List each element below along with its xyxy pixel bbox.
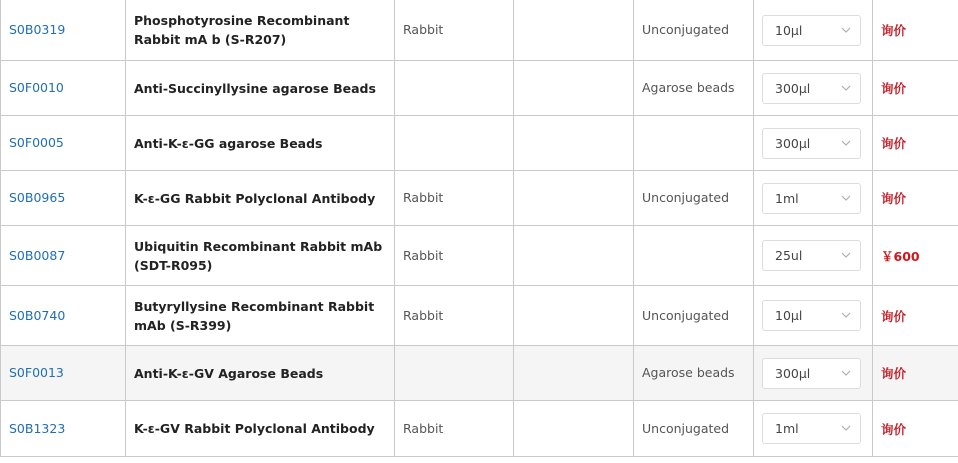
- host-cell: Rabbit: [403, 22, 444, 37]
- product-code-link[interactable]: S0B0740: [9, 307, 66, 323]
- inquiry-price-link[interactable]: 询价: [881, 23, 907, 38]
- size-select[interactable]: [762, 128, 861, 159]
- conjugation-cell: Unconjugated: [642, 22, 730, 37]
- inquiry-price-link[interactable]: 询价: [881, 308, 907, 324]
- product-name: Ubiquitin Recombinant Rabbit mAb (SDT-R095): [134, 238, 383, 273]
- size-select[interactable]: [762, 73, 861, 104]
- product-name: Anti-Succinyllysine agarose Beads: [134, 80, 376, 96]
- chevron-down-icon: [841, 83, 851, 93]
- price-value: ￥600: [881, 248, 920, 264]
- product-name: Butyryllysine Recombinant Rabbit mAb (S-R399): [134, 298, 375, 333]
- size-select[interactable]: [762, 15, 861, 46]
- table-row: [1, 346, 958, 401]
- host-cell: Rabbit: [403, 190, 444, 205]
- product-code-link[interactable]: S0B0965: [9, 190, 66, 205]
- product-code-link[interactable]: S0B0087: [9, 247, 66, 263]
- product-name: K-ε-GG Rabbit Polyclonal Antibody: [134, 190, 376, 206]
- inquiry-price-link[interactable]: 询价: [881, 191, 907, 206]
- size-select[interactable]: [762, 358, 861, 389]
- size-select-value: 1ml: [775, 190, 799, 206]
- inquiry-price-link[interactable]: 询价: [881, 421, 907, 437]
- chevron-down-icon: [841, 193, 851, 203]
- size-select-value: 10µl: [775, 22, 803, 38]
- product-code-link[interactable]: S0B0319: [9, 22, 66, 37]
- conjugation-cell: Unconjugated: [642, 190, 730, 205]
- inquiry-price-link[interactable]: 询价: [881, 366, 907, 381]
- size-select-value: 1ml: [775, 421, 799, 436]
- chevron-down-icon: [841, 138, 851, 148]
- conjugation-cell: Unconjugated: [642, 307, 730, 323]
- table-row: [1, 0, 958, 61]
- size-select-value: 300µl: [775, 135, 811, 151]
- table-row: [1, 171, 958, 226]
- host-cell: Rabbit: [403, 420, 444, 436]
- product-name: K-ε-GV Rabbit Polyclonal Antibody: [134, 421, 375, 436]
- product-code-link[interactable]: S0F0013: [9, 365, 64, 380]
- product-code-link[interactable]: S0F0005: [9, 135, 64, 150]
- table-row: [1, 401, 958, 457]
- chevron-down-icon: [841, 25, 851, 35]
- size-select-value: 300µl: [775, 365, 811, 381]
- conjugation-cell: Agarose beads: [642, 365, 735, 380]
- size-select-value: 300µl: [775, 80, 811, 96]
- size-select-value: 10µl: [775, 308, 803, 323]
- table-row: [1, 286, 958, 346]
- inquiry-price-link[interactable]: 询价: [881, 136, 907, 151]
- inquiry-price-link[interactable]: 询价: [881, 81, 907, 96]
- host-cell: Rabbit: [403, 247, 444, 263]
- size-select[interactable]: [762, 300, 861, 331]
- size-select[interactable]: [762, 413, 861, 444]
- size-select[interactable]: [762, 240, 861, 271]
- product-code-link[interactable]: S0B1323: [9, 420, 66, 436]
- size-select[interactable]: [762, 183, 861, 214]
- product-name: Anti-K-ε-GG agarose Beads: [134, 135, 323, 151]
- table-row: [1, 61, 958, 116]
- chevron-down-icon: [841, 423, 851, 433]
- product-name: Anti-K-ε-GV Agarose Beads: [134, 365, 324, 381]
- chevron-down-icon: [841, 310, 851, 320]
- table-row: [1, 226, 958, 286]
- conjugation-cell: Agarose beads: [642, 80, 735, 95]
- product-name: Phosphotyrosine Recombinant Rabbit mA b (S-R207): [134, 13, 350, 47]
- conjugation-cell: Unconjugated: [642, 420, 730, 436]
- size-select-value: 25ul: [775, 248, 803, 263]
- host-cell: Rabbit: [403, 307, 444, 323]
- product-code-link[interactable]: S0F0010: [9, 80, 64, 95]
- chevron-down-icon: [841, 368, 851, 378]
- chevron-down-icon: [841, 250, 851, 260]
- table-row: [1, 116, 958, 171]
